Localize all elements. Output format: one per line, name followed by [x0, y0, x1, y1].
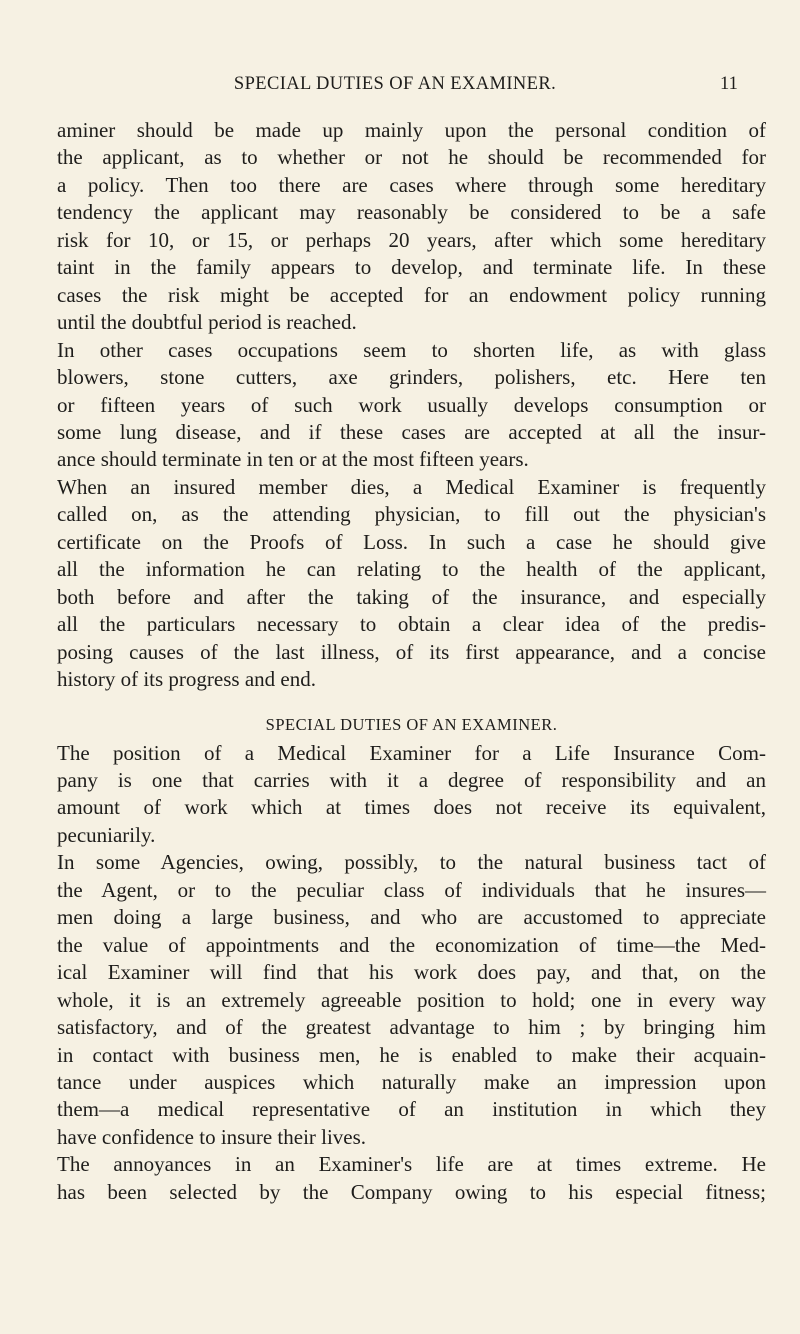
text-line: in contact with business men, he is enabled to make their acquain- — [57, 1042, 766, 1067]
paragraphs-before-heading — [57, 117, 766, 694]
text-line: amount of work which at times does not receive its equivalent, — [57, 795, 766, 820]
paragraph — [57, 337, 766, 474]
text-line: blowers, stone cutters, axe grinders, polishers, etc. Here ten — [57, 365, 766, 390]
text-line: The position of a Medical Examiner for a Life Insurance Com- — [57, 740, 766, 765]
text-line: whole, it is an extremely agreeable position to hold; one in every way — [57, 987, 766, 1012]
text-line: the applicant, as to whether or not he should be recommended for — [57, 145, 766, 170]
text-line: taint in the family appears to develop, and terminate life. In these — [57, 255, 766, 280]
text-line: posing causes of the last illness, of its first appearance, and a concise — [57, 639, 766, 664]
paragraph — [57, 849, 766, 1151]
text-line: some lung disease, and if these cases are accepted at all the insur- — [57, 419, 766, 444]
text-line: them—a medical representative of an institution in which they — [57, 1097, 766, 1122]
running-head: SPECIAL DUTIES OF AN EXAMINER. — [233, 74, 557, 94]
text-line: men doing a large business, and who are accustomed to appreciate — [57, 905, 766, 930]
text-line: or fifteen years of such work usually develops consumption or — [57, 392, 766, 417]
text-line: cases the risk might be accepted for an endowment policy running — [57, 282, 766, 307]
text-line: the Agent, or to the peculiar class of individuals that he insures— — [57, 877, 766, 902]
text-line: history of its progress and end. — [57, 667, 316, 692]
text-line: a policy. Then too there are cases where through some hereditary — [57, 172, 766, 197]
paragraph — [57, 1151, 766, 1206]
text-line: In other cases occupations seem to shorten life, as with glass — [57, 337, 766, 362]
text-line: pecuniarily. — [57, 822, 156, 847]
text-line: have confidence to insure their lives. — [57, 1124, 367, 1149]
text-line: until the doubtful period is reached. — [57, 310, 357, 335]
section-heading: SPECIAL DUTIES OF AN EXAMINER. — [265, 714, 558, 734]
text-line: risk for 10, or 15, or perhaps 20 years, after which some hereditary — [57, 227, 766, 252]
body-text — [57, 117, 766, 1206]
text-line: satisfactory, and of the greatest advantage to him ; by bringing him — [57, 1015, 766, 1040]
text-line: all the information he can relating to the health of the applicant, — [57, 557, 766, 582]
paragraph — [57, 117, 766, 337]
paragraph — [57, 474, 766, 694]
text-line: both before and after the taking of the insurance, and especially — [57, 584, 766, 609]
text-line: The annoyances in an Examiner's life are at times extreme. He — [57, 1152, 766, 1177]
text-line: ance should terminate in ten or at the most fifteen years. — [57, 447, 529, 472]
text-line: called on, as the attending physician, to fill out the physician's — [57, 502, 766, 527]
text-line: aminer should be made up mainly upon the personal condition of — [57, 118, 766, 142]
page-number: 11 — [720, 74, 738, 94]
paragraph — [57, 740, 766, 850]
text-line: the value of appointments and the economization of time—the Med- — [57, 932, 766, 957]
text-line: ical Examiner will find that his work does pay, and that, on the — [57, 960, 766, 985]
text-line: certificate on the Proofs of Loss. In such a case he should give — [57, 529, 766, 554]
paragraphs-after-heading — [57, 740, 766, 1207]
text-line: pany is one that carries with it a degree of responsibility and an — [57, 767, 766, 792]
text-line: all the particulars necessary to obtain a clear idea of the predis- — [57, 612, 766, 637]
text-line: tance under auspices which naturally make an impression upon — [57, 1069, 766, 1094]
text-line: tendency the applicant may reasonably be considered to be a safe — [57, 200, 766, 225]
text-line: When an insured member dies, a Medical Examiner is frequently — [57, 474, 766, 499]
text-line: In some Agencies, owing, possibly, to the natural business tact of — [57, 850, 766, 875]
text-line: has been selected by the Company owing to his especial fitness; — [57, 1179, 766, 1204]
